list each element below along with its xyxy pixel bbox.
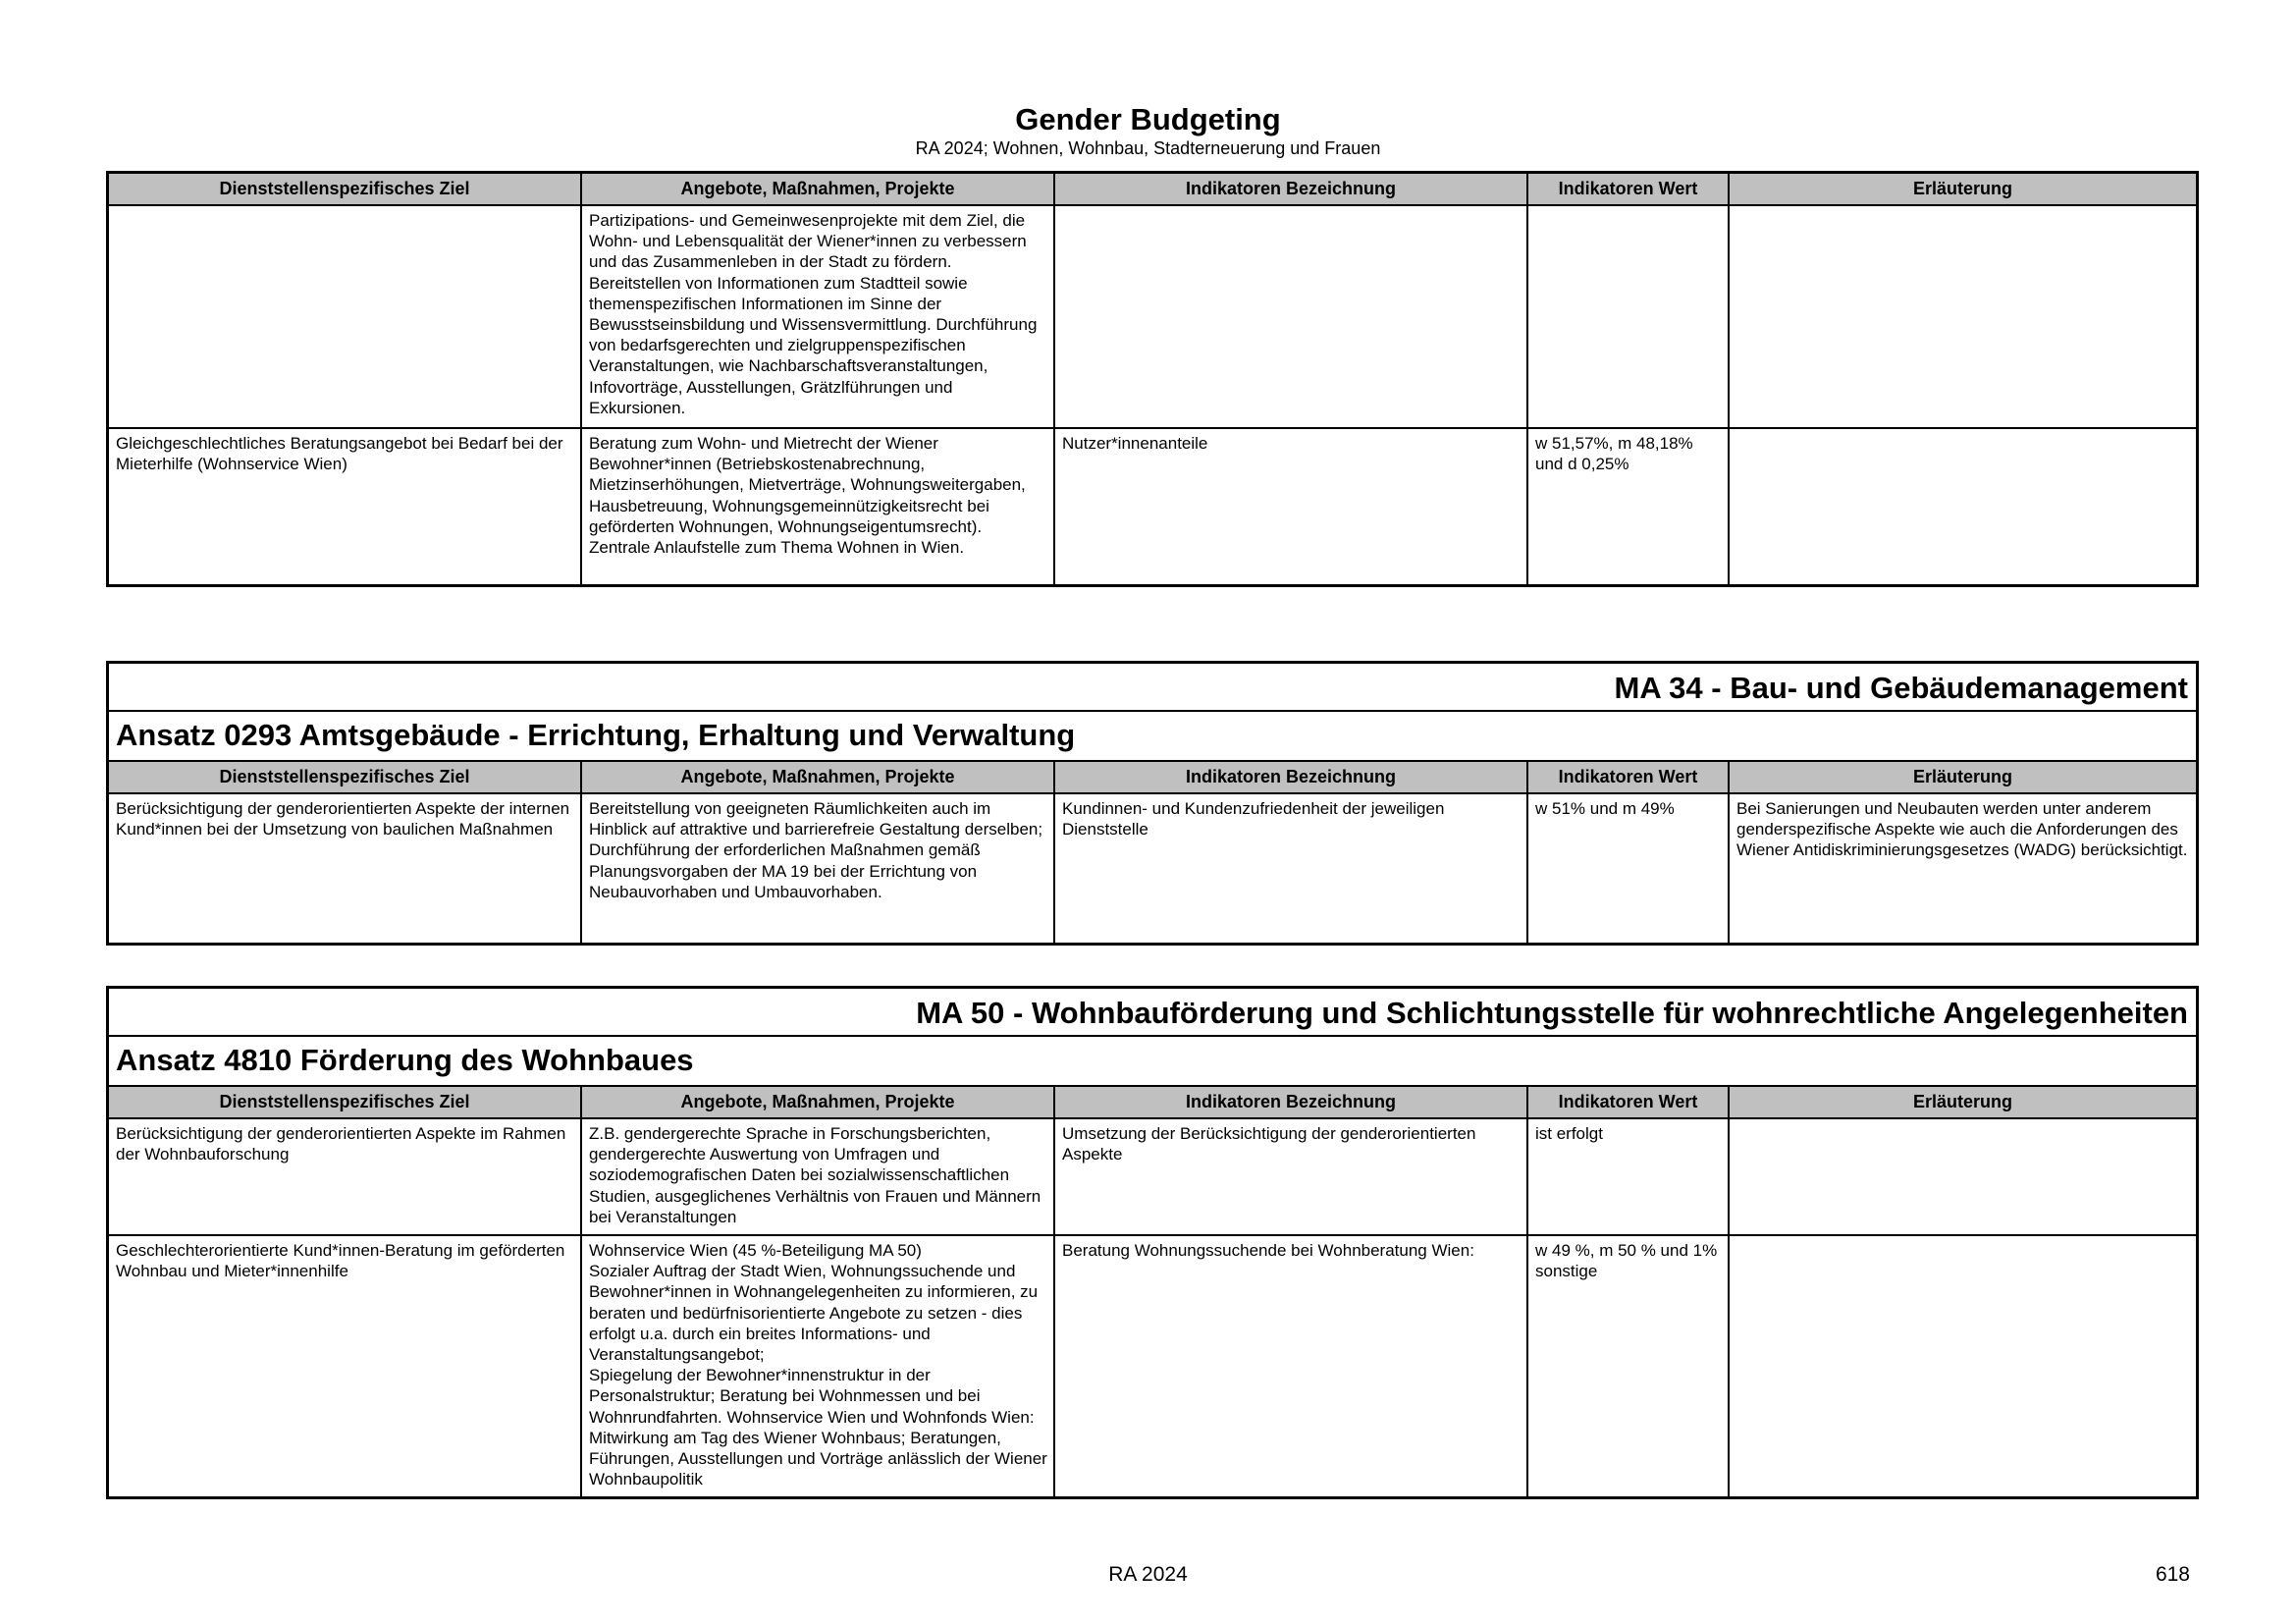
cell-ziel: Geschlechterorientierte Kund*innen-Beratung im geförderten Wohnbau und Mieter*innenhilfe — [109, 1235, 581, 1496]
department-title: MA 50 - Wohnbauförderung und Schlichtungsstelle für wohnrechtliche Angelegenheiten — [109, 989, 2196, 1037]
cell-ziel: Berücksichtigung der genderorientierten Aspekte im Rahmen der Wohnbauforschung — [109, 1118, 581, 1235]
page-header — [0, 102, 2296, 159]
cell-erlaeuterung — [1729, 205, 2198, 428]
table-row — [108, 428, 2198, 585]
cell-wert: ist erfolgt — [1527, 1118, 1729, 1235]
table-header-row — [109, 762, 2196, 793]
ansatz-title: Ansatz 0293 Amtsgebäude - Errichtung, Erhaltung und Verwaltung — [109, 712, 2196, 762]
cell-erlaeuterung — [1729, 1235, 2196, 1496]
cell-indikator: Beratung Wohnungssuchende bei Wohnberatung Wien: — [1054, 1235, 1527, 1496]
cell-erlaeuterung — [1729, 1118, 2196, 1235]
column-header-wert: Indikatoren Wert — [1527, 762, 1729, 793]
gender-budget-table — [109, 1087, 2196, 1496]
column-header-ziel: Dienststellenspezifisches Ziel — [109, 1087, 581, 1118]
section-continuation — [106, 171, 2199, 587]
column-header-indikator: Indikatoren Bezeichnung — [1054, 1087, 1527, 1118]
cell-massnahmen: Beratung zum Wohn- und Mietrecht der Wiener Bewohner*innen (Betriebskostenabrechnung, Mietzinserhöhungen, Mietverträge, Wohnungsweitergaben, Hausbetreuung, Wohnungsgemeinnützigkeitsrecht bei geförderten Wohnungen, Wohnungseigentumsrecht). Zentrale Anlaufstelle zum Thema Wohnen in Wien. — [581, 428, 1054, 585]
section-ma34 — [106, 661, 2199, 946]
page-number: 618 — [2155, 1563, 2190, 1586]
column-header-indikator: Indikatoren Bezeichnung — [1054, 173, 1527, 206]
cell-ziel: Gleichgeschlechtliches Beratungsangebot bei Bedarf bei der Mieterhilfe (Wohnservice Wien) — [108, 428, 582, 585]
column-header-ziel: Dienststellenspezifisches Ziel — [108, 173, 582, 206]
cell-erlaeuterung: Bei Sanierungen und Neubauten werden unter anderem genderspezifische Aspekte wie auch die Anforderungen des Wiener Antidiskriminierungsgesetzes (WADG) berücksichtigt. — [1736, 799, 2188, 860]
column-header-wert: Indikatoren Wert — [1527, 173, 1729, 206]
cell-erlaeuterung — [1729, 428, 2198, 585]
table-row — [109, 1235, 2196, 1496]
column-header-massnahmen: Angebote, Maßnahmen, Projekte — [581, 762, 1054, 793]
column-header-erlaeuterung: Erläuterung — [1729, 173, 2198, 206]
table-header-row — [109, 1087, 2196, 1118]
column-header-indikator: Indikatoren Bezeichnung — [1054, 762, 1527, 793]
cell-indikator: Umsetzung der Berücksichtigung der genderorientierten Aspekte — [1054, 1118, 1527, 1235]
cell-massnahmen: Wohnservice Wien (45 %-Beteiligung MA 50) Sozialer Auftrag der Stadt Wien, Wohnungssuchende und Bewohner*innen in Wohnangelegenheiten zu informieren, zu beraten und bedürfnisorientierte Angebote zu setzen - dies erfolgt u.a. durch ein breites Informations- und Veranstaltungsangebot; Spiegelung der Bewohner*innenstruktur in der Personalstruktur; Beratung bei Wohnmessen und bei Wohnrundfahrten. Wohnservice Wien und Wohnfonds Wien: Mitwirkung am Tag des Wiener Wohnbaus; Beratungen, Führungen, Ausstellungen und Vorträge anlässlich der Wiener Wohnbaupolitik — [581, 1235, 1054, 1496]
cell-wert — [1527, 205, 1729, 428]
cell-massnahmen: Partizipations- und Gemeinwesenprojekte mit dem Ziel, die Wohn- und Lebensqualität der Wiener*innen zu verbessern und das Zusammenleben in der Stadt zu fördern. Bereitstellen von Informationen zum Stadtteil sowie themenspezifischen Informationen im Sinne der Bewusstseinsbildung und Wissensvermittlung. Durchführung von bedarfsgerechten und zielgruppenspezifischen Veranstaltungen, wie Nachbarschaftsveranstaltungen, Infovorträge, Ausstellungen, Grätzlführungen und Exkursionen. — [581, 205, 1054, 428]
column-header-wert: Indikatoren Wert — [1527, 1087, 1729, 1118]
column-header-ziel: Dienststellenspezifisches Ziel — [109, 762, 581, 793]
gender-budget-table — [109, 762, 2196, 943]
cell-wert: w 51% und m 49% — [1527, 793, 1729, 943]
cell-massnahmen: Bereitstellung von geeigneten Räumlichkeiten auch im Hinblick auf attraktive und barrierefreie Gestaltung derselben; Durchführung der erforderlichen Maßnahmen gemäß Planungsvorgaben der MA 19 bei der Errichtung von Neubauvorhaben und Umbauvorhaben. — [581, 793, 1054, 943]
cell-massnahmen: Z.B. gendergerechte Sprache in Forschungsberichten, gendergerechte Auswertung von Umfragen und soziodemografischen Daten bei sozialwissenschaftlichen Studien, ausgeglichenes Verhältnis von Frauen und Männern bei Veranstaltungen — [581, 1118, 1054, 1235]
column-header-massnahmen: Angebote, Maßnahmen, Projekte — [581, 173, 1054, 206]
cell-wert: w 51,57%, m 48,18% und d 0,25% — [1527, 428, 1729, 585]
ansatz-title: Ansatz 4810 Förderung des Wohnbaues — [109, 1037, 2196, 1087]
table-row — [109, 1118, 2196, 1235]
page-subtitle: RA 2024; Wohnen, Wohnbau, Stadterneuerung und Frauen — [915, 138, 1381, 158]
cell-indikator: Kundinnen- und Kundenzufriedenheit der jeweiligen Dienststelle — [1054, 793, 1527, 943]
page-title: Gender Budgeting — [1015, 102, 1281, 136]
section-ma50 — [106, 986, 2199, 1499]
table-row — [108, 205, 2198, 428]
cell-indikator: Nutzer*innenanteile — [1054, 428, 1527, 585]
footer-report-label: RA 2024 — [1108, 1563, 1188, 1586]
department-title: MA 34 - Bau- und Gebäudemanagement — [109, 664, 2196, 712]
table-row — [109, 793, 2196, 943]
table-header-row — [108, 173, 2198, 206]
gender-budget-table — [106, 171, 2199, 587]
cell-ziel: Berücksichtigung der genderorientierten Aspekte der internen Kund*innen bei der Umsetzung von baulichen Maßnahmen — [109, 793, 581, 943]
cell-ziel — [108, 205, 582, 428]
cell-wert: w 49 %, m 50 % und 1% sonstige — [1527, 1235, 1729, 1496]
column-header-massnahmen: Angebote, Maßnahmen, Projekte — [581, 1087, 1054, 1118]
column-header-erlaeuterung: Erläuterung — [1729, 1087, 2196, 1118]
column-header-erlaeuterung: Erläuterung — [1729, 762, 2196, 793]
cell-indikator — [1054, 205, 1527, 428]
